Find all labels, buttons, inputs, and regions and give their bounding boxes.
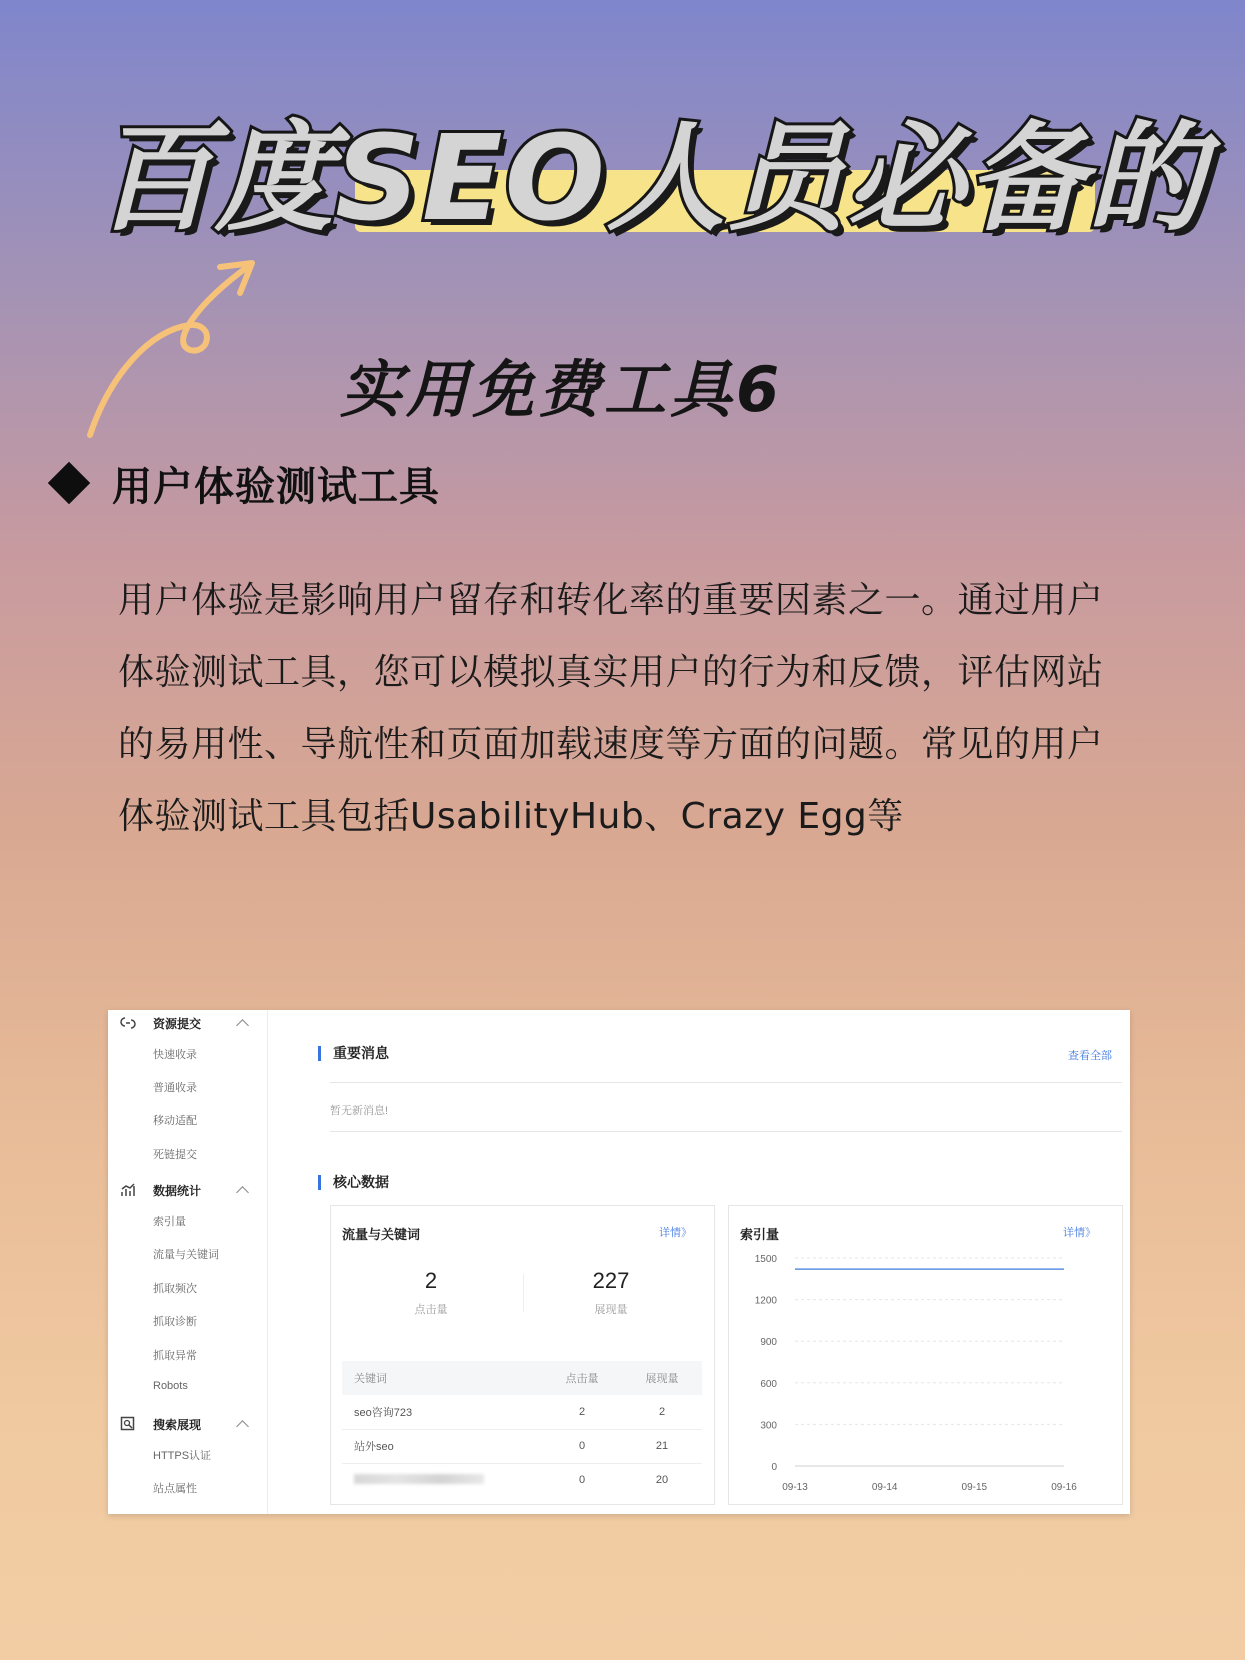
link-icon <box>120 1015 136 1031</box>
clicks-cell: 2 <box>542 1395 622 1429</box>
index-volume-chart <box>729 1246 1124 1501</box>
sidebar-group-label: 搜索展现 <box>153 1417 202 1432</box>
diamond-bullet-icon <box>48 462 90 504</box>
stat-divider <box>523 1274 524 1312</box>
page-subtitle: 实用免费工具6 <box>340 353 784 426</box>
core-data-title: 核心数据 <box>318 1175 389 1190</box>
keyword-cell: 站外seo <box>342 1429 542 1463</box>
table-row[interactable] <box>342 1395 702 1429</box>
sidebar-group-label: 资源提交 <box>153 1016 202 1031</box>
x-tick-label: 09-14 <box>871 1482 898 1493</box>
sidebar-item-index-volume[interactable]: 索引量 <box>153 1216 186 1228</box>
sidebar-group-data-stats[interactable] <box>108 1177 268 1203</box>
table-row[interactable] <box>342 1429 702 1463</box>
y-tick-label: 900 <box>760 1337 777 1349</box>
impressions-label: 展现量 <box>594 1304 628 1316</box>
curved-arrow-icon <box>80 255 280 440</box>
x-tick-label: 09-15 <box>961 1482 988 1493</box>
y-tick-label: 1500 <box>754 1254 777 1265</box>
sidebar-group-resource-submit[interactable] <box>108 1010 268 1036</box>
card-title: 流量与关键词 <box>342 1227 421 1242</box>
clicks-value: 2 <box>424 1268 438 1293</box>
card-title: 索引量 <box>740 1227 780 1242</box>
page-title: 百度SEO人员必备的 <box>95 109 1207 247</box>
section-title: 用户体验测试工具 <box>112 463 440 510</box>
index-detail-link[interactable]: 详情》 <box>1063 1227 1096 1239</box>
search-doc-icon <box>120 1416 136 1432</box>
sidebar <box>108 1010 268 1514</box>
divider <box>330 1082 1122 1083</box>
sidebar-item-normal-index[interactable]: 普通收录 <box>153 1082 197 1094</box>
webmaster-dashboard-screenshot <box>108 1010 1130 1514</box>
title-block <box>95 108 1207 248</box>
chevron-up-icon[interactable] <box>236 1186 249 1199</box>
sidebar-item-https-verify[interactable]: HTTPS认证 <box>153 1450 212 1462</box>
y-tick-label: 0 <box>771 1462 777 1473</box>
y-tick-label: 1200 <box>754 1295 777 1307</box>
y-tick-label: 300 <box>760 1420 777 1432</box>
empty-message-text: 暂无新消息! <box>330 1105 389 1117</box>
sidebar-item-crawl-errors[interactable]: 抓取异常 <box>153 1350 197 1362</box>
impressions-value: 227 <box>592 1268 630 1293</box>
traffic-detail-link[interactable]: 详情》 <box>659 1227 692 1239</box>
sidebar-item-deadlink-submit[interactable]: 死链提交 <box>153 1149 197 1161</box>
sidebar-item-crawl-diagnosis[interactable]: 抓取诊断 <box>153 1316 197 1328</box>
sidebar-item-robots[interactable]: Robots <box>153 1380 188 1392</box>
clicks-cell: 0 <box>542 1429 622 1463</box>
bar-chart-icon <box>120 1182 136 1198</box>
impressions-cell: 21 <box>622 1429 702 1463</box>
impressions-cell: 2 <box>622 1395 702 1429</box>
main-content <box>268 1010 1130 1514</box>
blurred-keyword <box>354 1474 484 1484</box>
x-tick-label: 09-16 <box>1051 1482 1077 1493</box>
section-paragraph: 用户体验是影响用户留存和转化率的重要因素之一。通过用户体验测试工具，您可以模拟真实用户的行为和反馈，评估网站的易用性、导航性和页面加载速度等方面的问题。常见的用户体验测试工具包括UsabilityHub、Crazy Egg等 <box>118 580 1104 837</box>
column-header-clicks: 点击量 <box>542 1361 622 1395</box>
keyword-cell-blurred <box>342 1463 542 1497</box>
keyword-cell: seo咨询723 <box>342 1395 542 1429</box>
sidebar-item-site-attributes[interactable]: 站点属性 <box>153 1483 197 1495</box>
keywords-table <box>342 1361 702 1497</box>
sidebar-item-fast-index[interactable]: 快速收录 <box>153 1049 197 1061</box>
divider <box>330 1131 1122 1132</box>
clicks-cell: 0 <box>578 1474 586 1487</box>
sidebar-item-mobile-adapt[interactable]: 移动适配 <box>153 1115 197 1127</box>
clicks-label: 点击量 <box>414 1304 448 1316</box>
sidebar-group-search-display[interactable] <box>108 1411 268 1437</box>
impressions-cell: 20 <box>655 1474 669 1487</box>
table-header-row <box>342 1361 702 1395</box>
traffic-keywords-card <box>330 1205 715 1505</box>
x-tick-label: 09-13 <box>782 1482 808 1493</box>
view-all-link[interactable]: 查看全部 <box>1068 1050 1112 1062</box>
column-header-impressions: 展现量 <box>622 1361 702 1395</box>
column-header-keyword: 关键词 <box>342 1361 542 1395</box>
sidebar-item-crawl-frequency[interactable]: 抓取频次 <box>153 1283 197 1295</box>
index-volume-card <box>728 1205 1123 1505</box>
chevron-up-icon[interactable] <box>236 1019 249 1032</box>
sidebar-group-label: 数据统计 <box>153 1183 202 1198</box>
table-row[interactable] <box>342 1463 702 1497</box>
messages-title: 重要消息 <box>318 1046 389 1061</box>
chevron-up-icon[interactable] <box>236 1420 249 1433</box>
section-heading <box>48 458 440 508</box>
sidebar-item-traffic-keywords[interactable]: 流量与关键词 <box>153 1249 219 1261</box>
y-tick-label: 600 <box>760 1378 777 1390</box>
